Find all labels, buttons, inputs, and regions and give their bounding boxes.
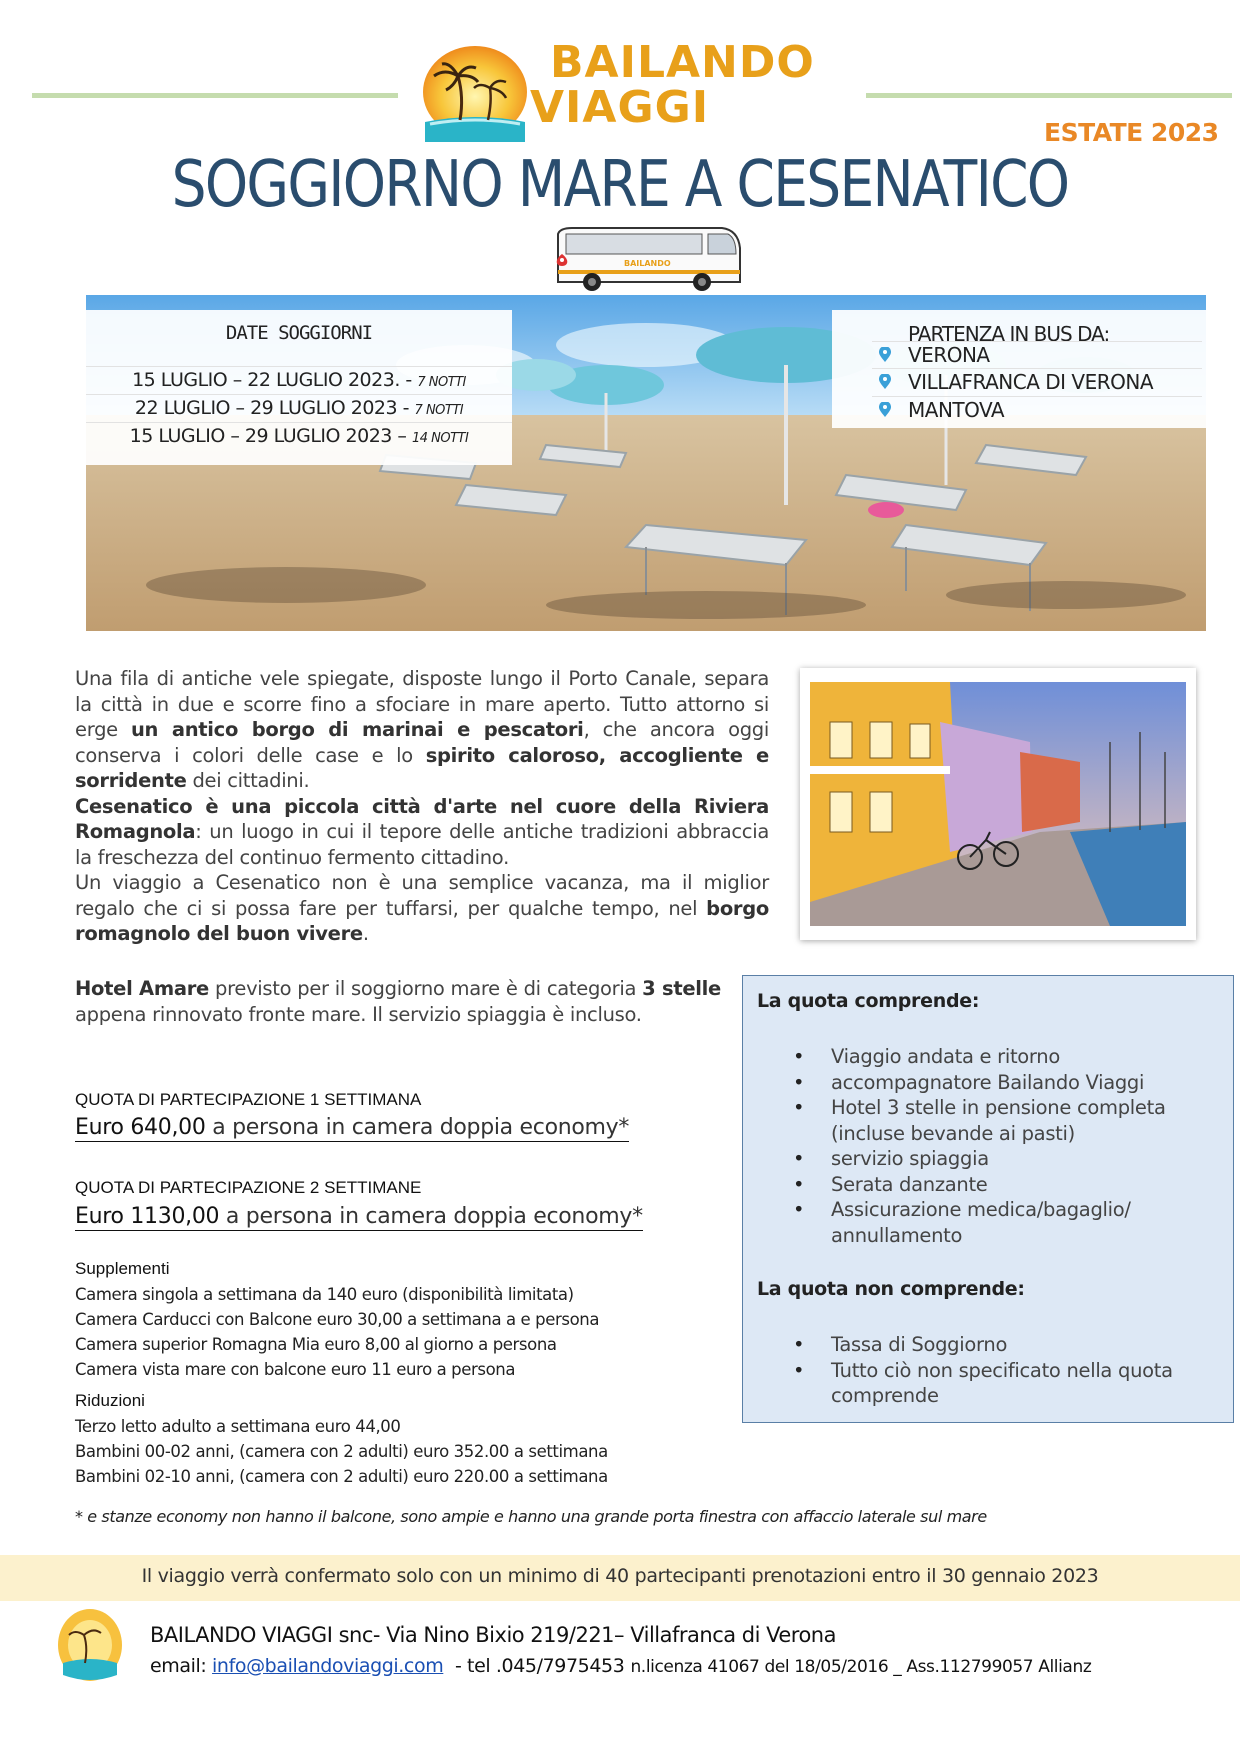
includes-item: • accompagnatore Bailando Viaggi (793, 1070, 1213, 1096)
intro-text-part: , che ancora oggi conserva i colori delle case e lo (75, 718, 769, 767)
intro-highlight: un antico borgo di marinai e pescatori (130, 718, 584, 741)
intro-text-part: dei cittadini. (186, 769, 310, 792)
quote-price (75, 1204, 643, 1231)
hotel-name: Hotel Amare (75, 977, 209, 1000)
season-label: ESTATE 2023 (1044, 118, 1219, 147)
location-pin-icon (878, 347, 892, 363)
footer-email-link[interactable]: info@bailandoviaggi.com (212, 1655, 444, 1677)
brand-logo-text (530, 37, 850, 133)
hotel-description (75, 976, 721, 1028)
brand-line1: BAILANDO (550, 37, 815, 88)
intro-highlight: borgo romagnolo del buon vivere (75, 896, 769, 945)
dates-title: DATE SOGGIORNI (225, 322, 373, 344)
footer-phone: - tel .045/7975453 (449, 1655, 625, 1677)
intro-text-part: Un viaggio a Cesenatico non è una semplice vacanza, ma il miglior regalo che ci si possa fare per tuffarsi, per qualche tempo, nel (75, 871, 769, 920)
notice-band (0, 1555, 1240, 1601)
intro-text (75, 666, 769, 947)
quote-price-amount: Euro 1130,00 (75, 1204, 220, 1229)
quote-price (75, 1115, 629, 1142)
svg-text:BAILANDO: BAILANDO (624, 259, 671, 268)
footer-contacts (150, 1655, 1091, 1677)
includes-item: • Viaggio andata e ritorno (793, 1044, 1213, 1070)
includes-item: • Serata danzante (793, 1172, 1213, 1198)
date-item (86, 422, 512, 447)
reduction-item: Bambini 02-10 anni, (camera con 2 adulti) euro 220.00 a settimana (75, 1467, 608, 1486)
departure-city-name: VILLAFRANCA DI VERONA (908, 370, 1153, 394)
footer-email-label: email: (150, 1655, 213, 1677)
includes-item: • Hotel 3 stelle in pensione completa (incluse bevande ai pasti) (793, 1095, 1213, 1146)
quote-price-detail: a persona in camera doppia economy* (205, 1115, 630, 1140)
reduction-item: Terzo letto adulto a settimana euro 44,00 (75, 1417, 401, 1436)
supplements-heading: Supplementi (75, 1259, 170, 1278)
intro-text-part: : un luogo in cui il tepore delle antiche tradizioni abbraccia la freschezza del continuo fermento cittadino. (75, 820, 769, 869)
footer-logo-icon (55, 1605, 125, 1687)
hotel-text-part: previsto per il soggiorno mare è di categoria (208, 977, 643, 1000)
header-rule-right (866, 93, 1232, 98)
intro-highlight: Cesenatico è una piccola città d'arte nel cuore della Riviera Romagnola (75, 794, 769, 843)
departure-city (872, 368, 1202, 394)
logo-sun-palm-icon (420, 42, 530, 142)
canal-photo (800, 668, 1196, 940)
includes-list (793, 1044, 1213, 1248)
departure-city-name: VERONA (908, 343, 990, 367)
location-pin-icon (878, 402, 892, 418)
quote-heading: QUOTA DI PARTECIPAZIONE 2 SETTIMANE (75, 1178, 422, 1197)
includes-heading: La quota comprende: (757, 990, 980, 1012)
departure-title: PARTENZA IN BUS DA: (908, 322, 1110, 346)
supplement-item: Camera superior Romagna Mia euro 8,00 al giorno a persona (75, 1335, 557, 1354)
header-rule-left (32, 93, 398, 98)
bus-icon (552, 224, 742, 294)
footer-company: BAILANDO VIAGGI snc- Via Nino Bixio 219/221– Villafranca di Verona (150, 1623, 836, 1647)
supplement-item: Camera Carducci con Balcone euro 30,00 a settimana a e persona (75, 1310, 600, 1329)
hotel-text-part: appena rinnovato fronte mare. Il servizio spiaggia è incluso. (75, 1003, 642, 1026)
brand-line2: VIAGGI (530, 82, 710, 133)
includes-box (742, 975, 1234, 1423)
reduction-item: Bambini 00-02 anni, (camera con 2 adulti) euro 352.00 a settimana (75, 1442, 608, 1461)
not-includes-item: • Tutto ciò non specificato nella quota comprende (793, 1358, 1213, 1409)
date-item (86, 394, 512, 419)
departure-panel (832, 310, 1207, 428)
date-range: 15 LUGLIO – 29 LUGLIO 2023 – (129, 425, 412, 447)
date-range: 15 LUGLIO – 22 LUGLIO 2023. - (132, 369, 418, 391)
footer-license: n.licenza 41067 del 18/05/2016 _ Ass.112799057 Allianz (630, 1657, 1092, 1677)
page-title: SOGGIORNO MARE A CESENATICO (171, 148, 1069, 222)
quote-price-detail: a persona in camera doppia economy* (219, 1204, 643, 1229)
supplement-item: Camera singola a settimana da 140 euro (disponibilità limitata) (75, 1285, 574, 1304)
date-nights: 7 NOTTI (414, 403, 464, 418)
departure-city-name: MANTOVA (908, 398, 1005, 422)
includes-item: • Assicurazione medica/bagaglio/ annullamento (793, 1197, 1213, 1248)
dates-panel (86, 310, 512, 465)
date-range: 22 LUGLIO – 29 LUGLIO 2023 - (134, 397, 415, 419)
not-includes-item: • Tassa di Soggiorno (793, 1332, 1213, 1358)
reductions-heading: Riduzioni (75, 1391, 145, 1410)
date-nights: 14 NOTTI (411, 431, 469, 446)
intro-text-part: Una fila di antiche vele spiegate, disposte lungo il Porto Canale, separa la città in due e scorre fino a sfociare in mare aperto. Tutto attorno si erge (75, 667, 769, 741)
intro-text-part: . (362, 922, 369, 945)
departure-city (872, 396, 1202, 422)
hotel-category: 3 stelle (642, 977, 721, 1000)
quote-price-amount: Euro 640,00 (75, 1115, 206, 1140)
not-includes-list (793, 1332, 1213, 1409)
quote-heading: QUOTA DI PARTECIPAZIONE 1 SETTIMANA (75, 1090, 422, 1109)
departure-city (872, 341, 1202, 367)
footnote: * e stanze economy non hanno il balcone, sono ampie e hanno una grande porta finestra con affaccio laterale sul mare (75, 1507, 987, 1526)
supplement-item: Camera vista mare con balcone euro 11 euro a persona (75, 1360, 516, 1379)
includes-item: • servizio spiaggia (793, 1146, 1213, 1172)
date-item (86, 366, 512, 391)
not-includes-heading: La quota non comprende: (757, 1278, 1025, 1300)
notice-text: Il viaggio verrà confermato solo con un minimo di 40 partecipanti prenotazioni entro il 30 gennaio 2023 (141, 1565, 1099, 1587)
date-nights: 7 NOTTI (417, 375, 466, 390)
intro-highlight: spirito caloroso, accogliente e sorridente (75, 743, 769, 792)
location-pin-icon (878, 374, 892, 390)
